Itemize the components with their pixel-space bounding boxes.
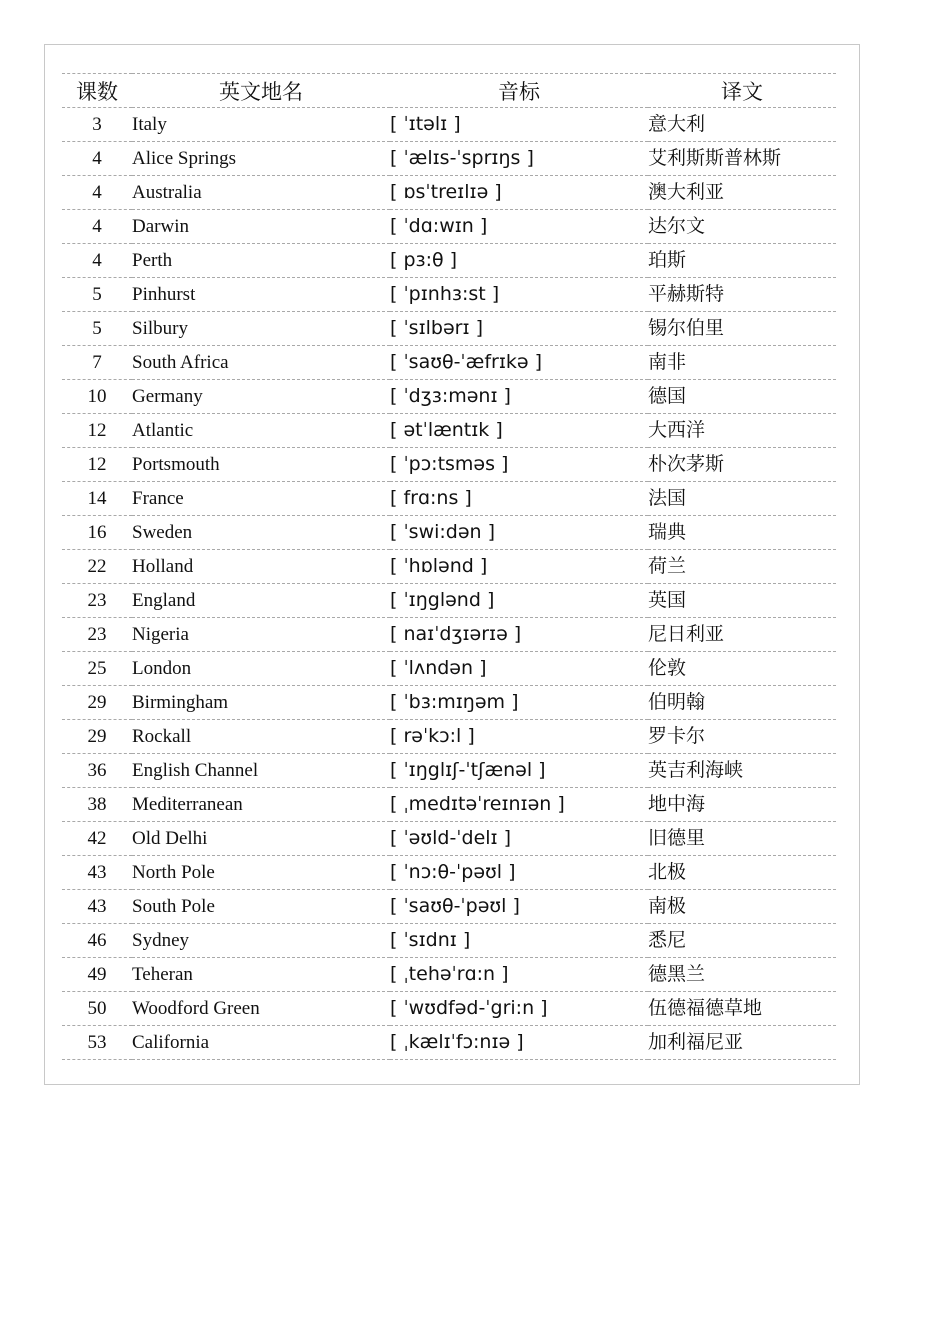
translation-cell: 英吉利海峡 [648, 754, 836, 788]
table-row [62, 652, 836, 686]
lesson-number-cell: 25 [62, 652, 132, 686]
translation-cell: 南极 [648, 890, 836, 924]
lesson-number-cell: 43 [62, 856, 132, 890]
table-row [62, 788, 836, 822]
phonetic-cell: [ ˈəʊld-ˈdelɪ ] [390, 822, 648, 856]
table-row [62, 210, 836, 244]
table-row [62, 244, 836, 278]
lesson-number-cell: 49 [62, 958, 132, 992]
table-row [62, 550, 836, 584]
lesson-number-cell: 4 [62, 244, 132, 278]
table-row [62, 278, 836, 312]
lesson-number-cell: 23 [62, 618, 132, 652]
translation-cell: 达尔文 [648, 210, 836, 244]
table-row [62, 482, 836, 516]
translation-cell: 尼日利亚 [648, 618, 836, 652]
phonetic-cell: [ pɜ:θ ] [390, 244, 648, 278]
translation-cell: 朴次茅斯 [648, 448, 836, 482]
table-row [62, 142, 836, 176]
table-row [62, 754, 836, 788]
place-names-table [62, 73, 836, 1060]
translation-cell: 地中海 [648, 788, 836, 822]
phonetic-cell: [ ˈpɔ:tsməs ] [390, 448, 648, 482]
english-name-cell: Old Delhi [132, 822, 390, 856]
translation-cell: 加利福尼亚 [648, 1026, 836, 1060]
translation-cell: 悉尼 [648, 924, 836, 958]
phonetic-cell: [ ˈlʌndən ] [390, 652, 648, 686]
english-name-cell: Alice Springs [132, 142, 390, 176]
lesson-number-cell: 53 [62, 1026, 132, 1060]
english-name-cell: Woodford Green [132, 992, 390, 1026]
translation-cell: 法国 [648, 482, 836, 516]
translation-cell: 伯明翰 [648, 686, 836, 720]
translation-cell: 平赫斯特 [648, 278, 836, 312]
lesson-number-cell: 10 [62, 380, 132, 414]
lesson-number-cell: 29 [62, 686, 132, 720]
lesson-number-cell: 43 [62, 890, 132, 924]
table-row [62, 448, 836, 482]
header-lesson: 课数 [62, 74, 132, 108]
lesson-number-cell: 3 [62, 108, 132, 142]
english-name-cell: California [132, 1026, 390, 1060]
lesson-number-cell: 46 [62, 924, 132, 958]
english-name-cell: English Channel [132, 754, 390, 788]
english-name-cell: Teheran [132, 958, 390, 992]
english-name-cell: Nigeria [132, 618, 390, 652]
table-row [62, 108, 836, 142]
translation-cell: 北极 [648, 856, 836, 890]
english-name-cell: North Pole [132, 856, 390, 890]
table-row [62, 958, 836, 992]
translation-cell: 罗卡尔 [648, 720, 836, 754]
header-english-name: 英文地名 [132, 74, 390, 108]
lesson-number-cell: 50 [62, 992, 132, 1026]
lesson-number-cell: 5 [62, 312, 132, 346]
english-name-cell: Holland [132, 550, 390, 584]
header-phonetic: 音标 [390, 74, 648, 108]
phonetic-cell: [ rəˈkɔ:l ] [390, 720, 648, 754]
translation-cell: 艾利斯斯普林斯 [648, 142, 836, 176]
lesson-number-cell: 12 [62, 448, 132, 482]
translation-cell: 荷兰 [648, 550, 836, 584]
translation-cell: 伦敦 [648, 652, 836, 686]
translation-cell: 锡尔伯里 [648, 312, 836, 346]
phonetic-cell: [ ɒsˈtreɪlɪə ] [390, 176, 648, 210]
lesson-number-cell: 7 [62, 346, 132, 380]
translation-cell: 德黑兰 [648, 958, 836, 992]
lesson-number-cell: 12 [62, 414, 132, 448]
translation-cell: 澳大利亚 [648, 176, 836, 210]
table-row [62, 176, 836, 210]
phonetic-cell: [ ˈdɑ:wɪn ] [390, 210, 648, 244]
table-row [62, 414, 836, 448]
table-row [62, 890, 836, 924]
table-row [62, 822, 836, 856]
lesson-number-cell: 29 [62, 720, 132, 754]
translation-cell: 德国 [648, 380, 836, 414]
table-header-row [62, 74, 836, 108]
translation-cell: 大西洋 [648, 414, 836, 448]
lesson-number-cell: 4 [62, 142, 132, 176]
translation-cell: 英国 [648, 584, 836, 618]
table-row [62, 1026, 836, 1060]
table-row [62, 516, 836, 550]
english-name-cell: London [132, 652, 390, 686]
translation-cell: 意大利 [648, 108, 836, 142]
table-row [62, 856, 836, 890]
english-name-cell: Pinhurst [132, 278, 390, 312]
lesson-number-cell: 22 [62, 550, 132, 584]
english-name-cell: Germany [132, 380, 390, 414]
header-translation: 译文 [648, 74, 836, 108]
translation-cell: 伍德福德草地 [648, 992, 836, 1026]
phonetic-cell: [ ˈsaʊθ-ˈpəʊl ] [390, 890, 648, 924]
phonetic-cell: [ ˌtehəˈrɑ:n ] [390, 958, 648, 992]
table-row [62, 312, 836, 346]
phonetic-cell: [ ˈswi:dən ] [390, 516, 648, 550]
lesson-number-cell: 4 [62, 176, 132, 210]
translation-cell: 旧德里 [648, 822, 836, 856]
lesson-number-cell: 42 [62, 822, 132, 856]
phonetic-cell: [ frɑ:ns ] [390, 482, 648, 516]
lesson-number-cell: 4 [62, 210, 132, 244]
english-name-cell: Portsmouth [132, 448, 390, 482]
phonetic-cell: [ ˌmedɪtəˈreɪnɪən ] [390, 788, 648, 822]
table-row [62, 992, 836, 1026]
phonetic-cell: [ ˈsɪlbərɪ ] [390, 312, 648, 346]
phonetic-cell: [ ˈɪtəlɪ ] [390, 108, 648, 142]
phonetic-cell: [ ˈɪŋglɪʃ-ˈtʃænəl ] [390, 754, 648, 788]
lesson-number-cell: 23 [62, 584, 132, 618]
phonetic-cell: [ ətˈlæntɪk ] [390, 414, 648, 448]
english-name-cell: Australia [132, 176, 390, 210]
phonetic-cell: [ ˈsaʊθ-ˈæfrɪkə ] [390, 346, 648, 380]
english-name-cell: Darwin [132, 210, 390, 244]
lesson-number-cell: 38 [62, 788, 132, 822]
phonetic-cell: [ ˈwʊdfəd-ˈgri:n ] [390, 992, 648, 1026]
phonetic-cell: [ ˈælɪs-ˈsprɪŋs ] [390, 142, 648, 176]
phonetic-cell: [ ˈbɜ:mɪŋəm ] [390, 686, 648, 720]
english-name-cell: France [132, 482, 390, 516]
phonetic-cell: [ ˈsɪdnɪ ] [390, 924, 648, 958]
table-row [62, 346, 836, 380]
table-row [62, 584, 836, 618]
english-name-cell: Atlantic [132, 414, 390, 448]
english-name-cell: Mediterranean [132, 788, 390, 822]
english-name-cell: South Africa [132, 346, 390, 380]
phonetic-cell: [ ˈɪŋglənd ] [390, 584, 648, 618]
translation-cell: 瑞典 [648, 516, 836, 550]
english-name-cell: Sweden [132, 516, 390, 550]
table-row [62, 720, 836, 754]
english-name-cell: England [132, 584, 390, 618]
phonetic-cell: [ naɪˈdʒɪərɪə ] [390, 618, 648, 652]
lesson-number-cell: 14 [62, 482, 132, 516]
english-name-cell: Rockall [132, 720, 390, 754]
table-row [62, 924, 836, 958]
phonetic-cell: [ ˈhɒlənd ] [390, 550, 648, 584]
english-name-cell: Birmingham [132, 686, 390, 720]
lesson-number-cell: 16 [62, 516, 132, 550]
phonetic-cell: [ ˈdʒɜ:mənɪ ] [390, 380, 648, 414]
translation-cell: 珀斯 [648, 244, 836, 278]
lesson-number-cell: 5 [62, 278, 132, 312]
lesson-number-cell: 36 [62, 754, 132, 788]
table-row [62, 380, 836, 414]
phonetic-cell: [ ˌkælɪˈfɔ:nɪə ] [390, 1026, 648, 1060]
english-name-cell: Italy [132, 108, 390, 142]
english-name-cell: Perth [132, 244, 390, 278]
english-name-cell: South Pole [132, 890, 390, 924]
english-name-cell: Silbury [132, 312, 390, 346]
phonetic-cell: [ ˈnɔ:θ-ˈpəʊl ] [390, 856, 648, 890]
table-row [62, 686, 836, 720]
table-row [62, 618, 836, 652]
translation-cell: 南非 [648, 346, 836, 380]
english-name-cell: Sydney [132, 924, 390, 958]
phonetic-cell: [ ˈpɪnhɜ:st ] [390, 278, 648, 312]
